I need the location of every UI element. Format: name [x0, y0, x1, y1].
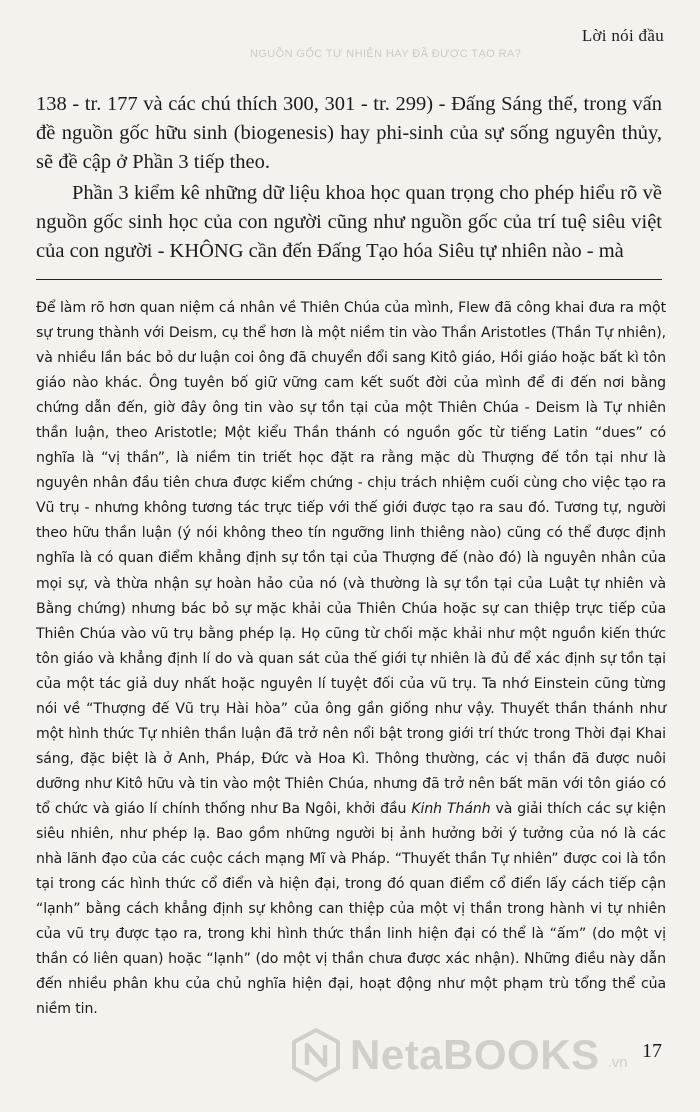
body-paragraph: 138 - tr. 177 và các chú thích 300, 301 - tr. 299) - Đấng Sáng thế, trong vấn đề nguồn gốc hữu sinh (biogenesis) hay phi-sinh của sự sống nguyên thủy, sẽ đề cập ở Phần 3 tiếp theo. [36, 93, 662, 173]
main-text [36, 90, 662, 266]
watermark-suffix: .vn [607, 1053, 628, 1071]
watermark-brand: NetaBOOKS [350, 1031, 600, 1078]
footnote-text-part-2: và giải thích các sự kiện siêu nhiên, như phép lạ. Bao gồm những người bị ảnh hưởng bởi ý tưởng của nó là các nhà lãnh đạo của các cuộc cách mạng Mĩ và Pháp. “Thuyết thần Tự nhiên” được coi là tồn tại trong các hình thức cổ điển và hiện đại, trong đó quan điểm cổ điển lấy cách tiếp cận “lạnh” bằng cách khẳng định sự không can thiệp của một vị thần trong hành vi tự nhiên của vũ trụ được tạo ra, trong khi hình thức thần linh hiện đại có thể là “ấm” (do một vị thần có liên quan) hoặc “lạnh” (do một vị thần chưa được xác nhận). Những điều này dẫn đến nhiều phân khu của chủ nghĩa hiện đại, hoạt động như một phạm trù tổng thể của niềm tin. [36, 800, 666, 1018]
body-paragraph: Phần 3 kiểm kê những dữ liệu khoa học quan trọng cho phép hiểu rõ về nguồn gốc sinh học của con người cũng như nguồn gốc của trí tuệ siêu việt của con người - KHÔNG cần đến Đấng Tạo hóa Siêu tự nhiên nào - mà [36, 182, 662, 262]
bleed-through-text: NGUỒN GỐC TỰ NHIÊN HAY ĐÃ ĐƯỢC TẠO RA? [250, 48, 522, 60]
footnote-paragraph [36, 296, 666, 1022]
footnote-text-part-1: Để làm rõ hơn quan niệm cá nhân về Thiên Chúa của mình, Flew đã công khai đưa ra một sự trung thành với Deism, cụ thể hơn là một niềm tin vào Thần Aristotles (Thần Tự nhiên), và nhiều lần bác bỏ dư luận coi ông đã chuyển đổi sang Kitô giáo, Hồi giáo hoặc bất kì tôn giáo nào khác. Ông tuyên bố giữ vững cam kết suốt đời của mình để đi đến nơi bằng chứng dẫn đến, giờ đây ông tin vào sự tồn tại của một Thiên Chúa - Deism là Tự nhiên thần luận, theo Aristotle; Một kiểu Thần thánh có nguồn gốc từ tiếng Latin “dues” có nghĩa là “vị thần”, là niềm tin triết học đặt ra rằng mặc dù Thượng đế tồn tại như là nguyên nhân đầu tiên chưa được kiểm chứng - chịu trách nhiệm cuối cùng cho việc tạo ra Vũ trụ - nhưng không tương tác trực tiếp với thế giới được tạo ra sau đó. Tương tự, người theo hữu thần luận (ý nói không theo tín ngưỡng linh thiêng nào) cũng có thể được định nghĩa là có quan điểm khẳng định sự tồn tại của Thượng đế (nào đó) là nguyên nhân của mọi sự, và thừa nhận sự hoàn hảo của nó (và thường là sự tồn tại của Luật tự nhiên và Bằng chứng) nhưng bác bỏ sự mặc khải của Thiên Chúa hoặc sự can thiệp trực tiếp của Thiên Chúa vào vũ trụ bằng phép lạ. Họ cũng từ chối mặc khải như một nguồn kiến thức tôn giáo và khẳng định lí do và quan sát của thế giới tự nhiên là đủ để xác định sự tồn tại của một tác giả duy nhất hoặc nguyên lí tuyệt đối của vũ trụ. Ta nhớ Einstein cũng từng nói về “Thượng đế Vũ trụ Hài hòa” của ông gần giống như vậy. Thuyết thần thánh như một hình thức Tự nhiên thần luận đã trở nên nổi bật trong giới trí thức trong Thời đại Khai sáng, đặc biệt là ở Anh, Pháp, Đức và Hoa Kì. Thông thường, các vị thần đã được nuôi dưỡng như Kitô hữu và tin vào một Thiên Chúa, nhưng đã trở nên bất mãn với tôn giáo có tổ chức và giáo lí chính thống như Ba Ngôi, khởi đầu [36, 300, 666, 817]
italic-title: Kinh Thánh [411, 800, 491, 817]
footnote-block [36, 296, 666, 1022]
footnote-separator [36, 279, 662, 280]
running-header: Lời nói đầu [581, 26, 664, 45]
neta-hexagon-logo-icon [290, 1027, 342, 1083]
watermark [290, 1026, 628, 1084]
page-number: 17 [642, 1040, 662, 1062]
